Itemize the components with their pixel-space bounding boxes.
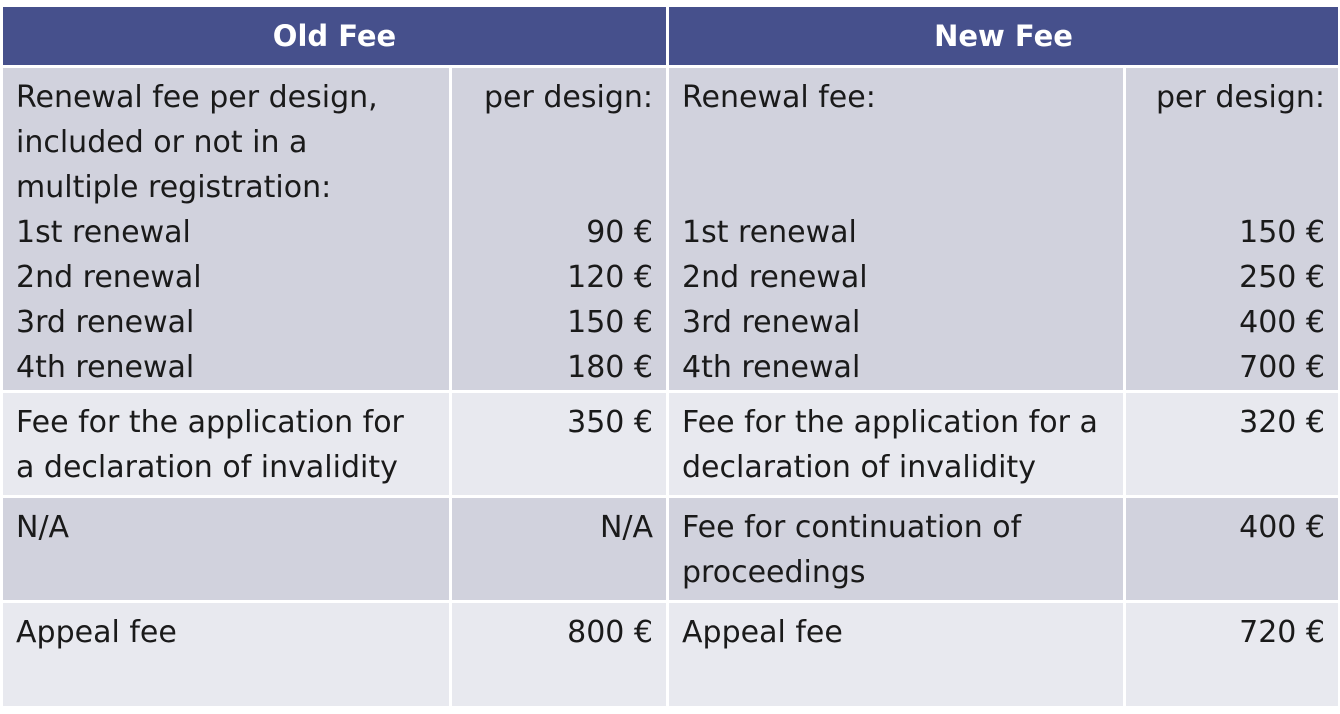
new-continuation-line-1: Fee for continuation of xyxy=(682,510,1022,545)
old-renewal-1-amount: 90 € xyxy=(586,215,654,250)
old-continuation-amount: N/A xyxy=(452,498,666,600)
new-renewal-4-amount: 700 € xyxy=(1239,350,1326,385)
invalidity-row xyxy=(3,393,1338,495)
old-renewal-2-amount: 120 € xyxy=(567,260,654,295)
renewal-row xyxy=(3,68,1338,390)
old-appeal-amount: 800 € xyxy=(452,603,666,706)
new-continuation-label xyxy=(669,498,1123,600)
old-renewal-labels xyxy=(3,68,449,390)
new-continuation-amount: 400 € xyxy=(1126,498,1338,600)
old-renewal-1-label: 1st renewal xyxy=(16,215,191,250)
new-renewal-amounts xyxy=(1126,68,1338,390)
new-renewal-unit: per design: xyxy=(1156,80,1326,115)
new-renewal-labels xyxy=(669,68,1123,390)
new-renewal-4-label: 4th renewal xyxy=(682,350,861,385)
old-renewal-3-amount: 150 € xyxy=(567,305,654,340)
old-renewal-4-amount: 180 € xyxy=(567,350,654,385)
new-renewal-title: Renewal fee: xyxy=(682,80,876,115)
old-invalidity-line-1: Fee for the application for xyxy=(16,405,404,440)
appeal-row xyxy=(3,603,1338,706)
continuation-row xyxy=(3,498,1338,600)
new-renewal-1-amount: 150 € xyxy=(1239,215,1326,250)
old-renewal-title-line-1: Renewal fee per design, xyxy=(16,80,378,115)
new-renewal-2-label: 2nd renewal xyxy=(682,260,868,295)
new-renewal-2-amount: 250 € xyxy=(1239,260,1326,295)
new-continuation-line-2: proceedings xyxy=(682,555,866,590)
old-invalidity-label xyxy=(3,393,449,495)
header-row xyxy=(3,7,1338,65)
new-invalidity-line-2: declaration of invalidity xyxy=(682,450,1036,485)
old-renewal-unit: per design: xyxy=(484,80,654,115)
old-renewal-amounts xyxy=(452,68,666,390)
old-renewal-4-label: 4th renewal xyxy=(16,350,195,385)
new-renewal-3-label: 3rd renewal xyxy=(682,305,861,340)
new-invalidity-label xyxy=(669,393,1123,495)
old-continuation-label: N/A xyxy=(3,498,449,600)
old-fee-header: Old Fee xyxy=(3,7,666,65)
old-invalidity-line-2: a declaration of invalidity xyxy=(16,450,398,485)
new-renewal-3-amount: 400 € xyxy=(1239,305,1326,340)
old-appeal-label: Appeal fee xyxy=(3,603,449,706)
new-appeal-label: Appeal fee xyxy=(669,603,1123,706)
old-renewal-2-label: 2nd renewal xyxy=(16,260,202,295)
old-invalidity-amount: 350 € xyxy=(452,393,666,495)
old-renewal-3-label: 3rd renewal xyxy=(16,305,195,340)
new-fee-header: New Fee xyxy=(669,7,1338,65)
old-renewal-title-line-3: multiple registration: xyxy=(16,170,332,205)
new-invalidity-line-1: Fee for the application for a xyxy=(682,405,1098,440)
new-renewal-1-label: 1st renewal xyxy=(682,215,857,250)
fee-comparison-table xyxy=(0,4,1340,709)
new-invalidity-amount: 320 € xyxy=(1126,393,1338,495)
new-appeal-amount: 720 € xyxy=(1126,603,1338,706)
old-renewal-title-line-2: included or not in a xyxy=(16,125,308,160)
